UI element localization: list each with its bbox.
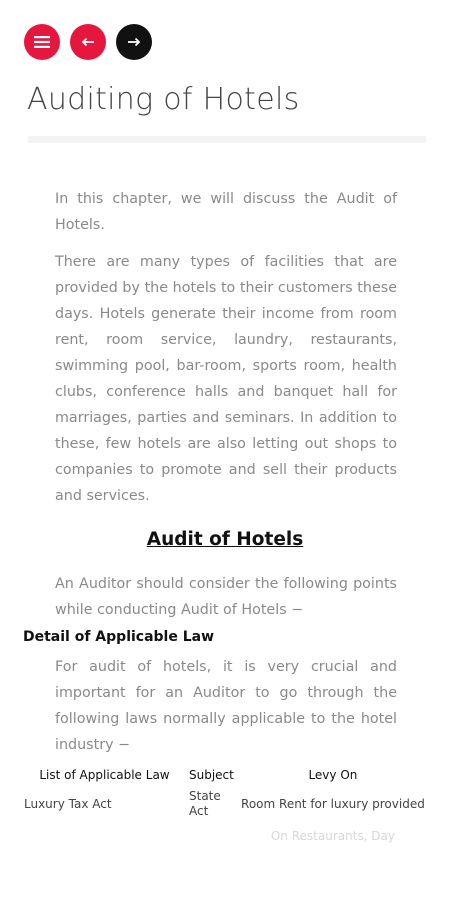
hamburger-menu-icon [34,36,50,48]
header-levy: Levy On [308,768,358,782]
page-title: Auditing of Hotels [27,82,300,117]
section-heading: Audit of Hotels [146,529,304,550]
menu-button[interactable] [24,24,60,60]
cell-subject: State Act [189,789,221,818]
facilities-paragraph: There are many types of facilities that are provided by the hotels to their customers these days. Hotels generate their income from room rent, room service, laundry, restaurants, swimming pool, bar-room, sports room, health clubs, conference halls and banquet hall for marriages, parties and seminars. In addition to these, few hotels are also letting out shops to companies to promote and sell their products and services. [55,254,397,504]
title-divider [28,136,426,143]
applicable-law-paragraph: For audit of hotels, it is very crucial and important for an Auditor to go through the following laws normally applicable to the hotel industry − [55,659,397,753]
forward-button[interactable] [116,24,152,60]
arrow-right-icon [127,37,141,47]
table-row [22,821,430,851]
intro-paragraph: In this chapter, we will discuss the Audit of Hotels. [55,191,397,233]
audit-intro-paragraph: An Auditor should consider the following points while conducting Audit of Hotels − [55,576,397,618]
header-law: List of Applicable Law [39,768,170,782]
table-header-row [22,763,430,787]
cell-law: Luxury Tax Act [24,797,112,811]
cell-law [22,821,187,851]
applicable-law-table [22,763,430,851]
cell-subject [187,821,236,851]
back-button[interactable] [70,24,106,60]
table-row [22,787,430,821]
cell-levy: On Restaurants, Day [270,829,395,843]
header-subject: Subject [189,768,234,782]
cell-levy: Room Rent for luxury provided [241,797,425,811]
sub-heading: Detail of Applicable Law [23,629,215,645]
arrow-left-icon [81,37,95,47]
nav-bar [24,24,152,60]
